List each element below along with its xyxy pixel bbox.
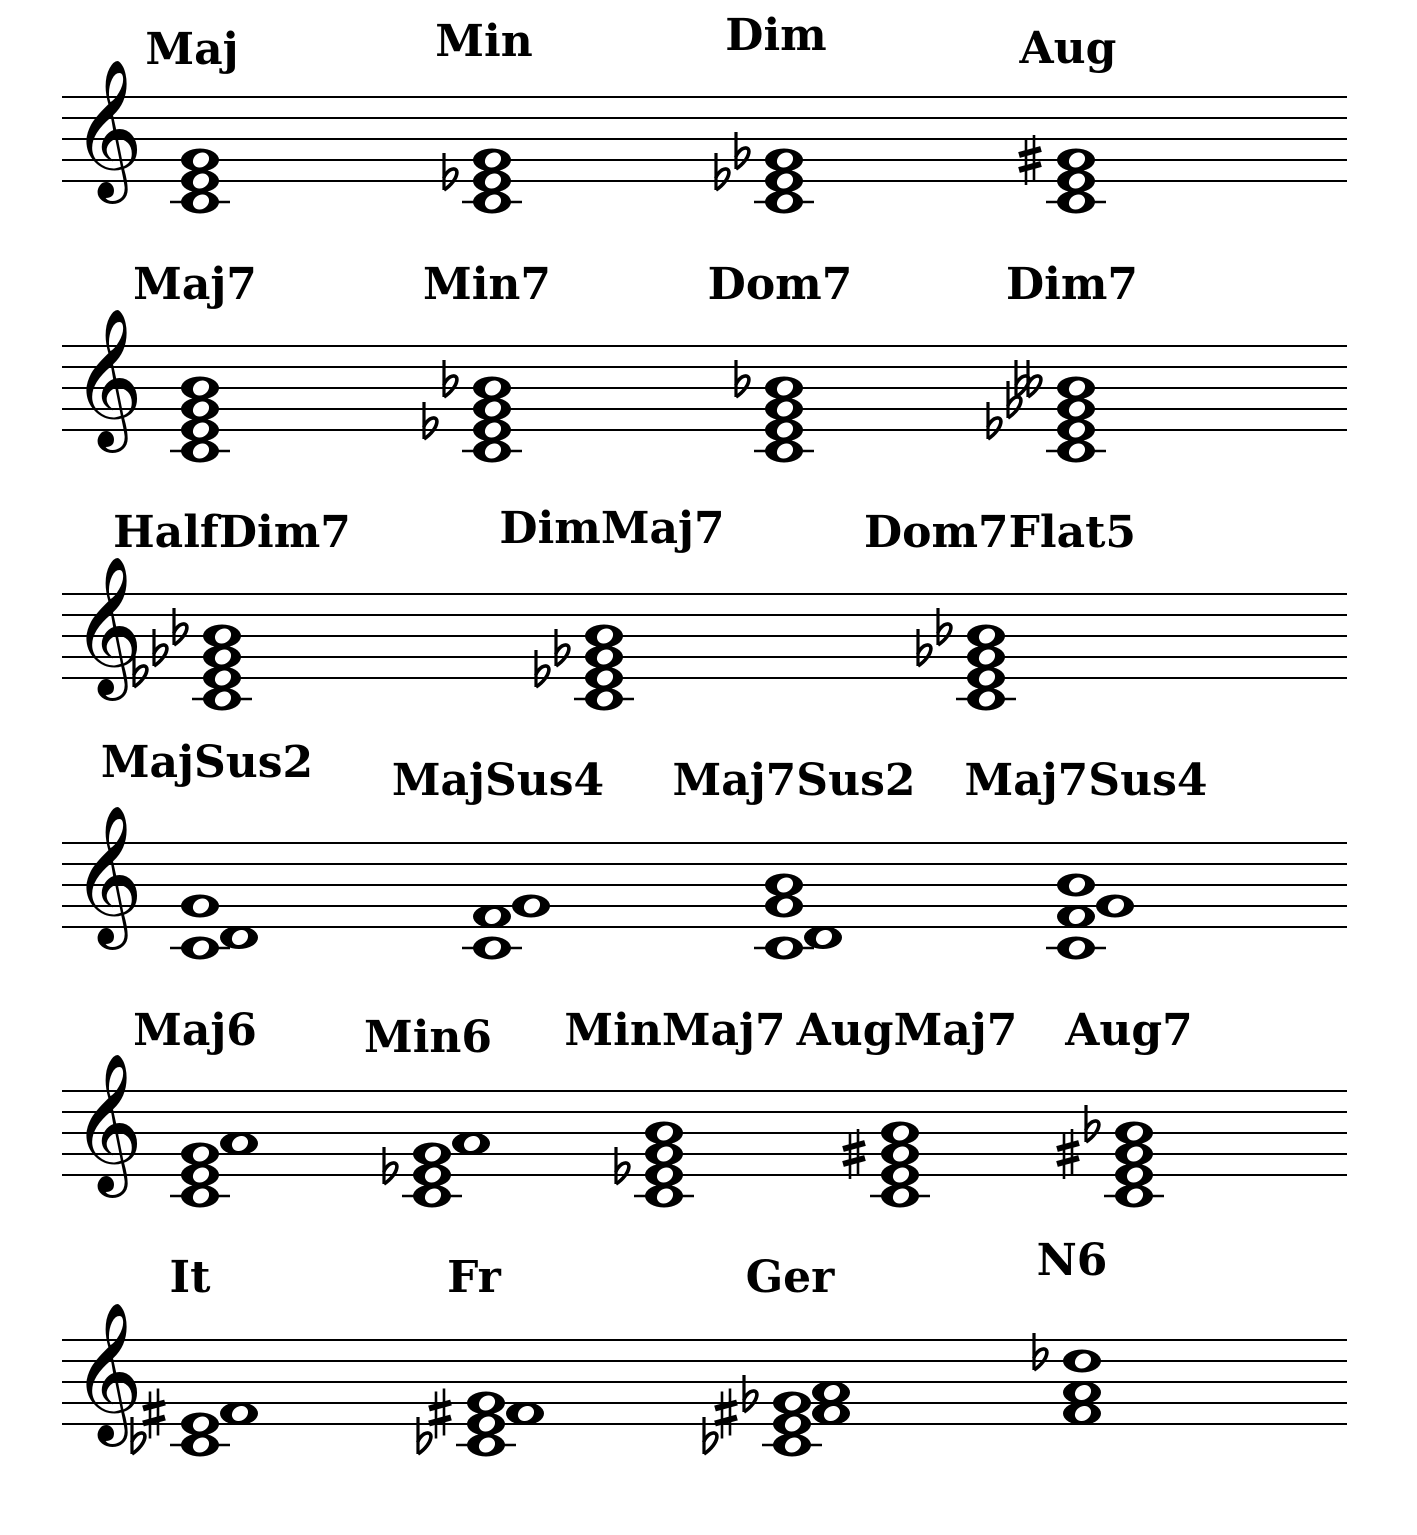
flat-icon: [736, 360, 749, 397]
flat-icon: [938, 608, 951, 645]
flat-icon: [536, 650, 549, 687]
whole-note: [1057, 419, 1095, 442]
flat-icon: [616, 1147, 629, 1184]
chord-it: [132, 1252, 258, 1457]
whole-note: [181, 149, 219, 172]
whole-note: [467, 1413, 505, 1436]
whole-note: [181, 1143, 219, 1166]
chord-dom7: [708, 259, 853, 463]
whole-note: [765, 377, 803, 400]
chord-label: AugMaj7: [796, 1005, 1018, 1056]
whole-note: [1057, 170, 1095, 193]
staff-system: [62, 259, 1347, 463]
sharp-icon: [715, 1389, 737, 1439]
chord-label: MajSus4: [391, 755, 605, 806]
flat-icon: [1034, 1333, 1047, 1370]
whole-note: [181, 1164, 219, 1187]
flat-icon: [716, 153, 729, 190]
whole-note: [1096, 895, 1134, 918]
whole-note: [413, 1185, 451, 1208]
treble-clef-icon: 𝄞: [72, 1053, 143, 1192]
chord-label: Maj7Sus2: [672, 755, 916, 806]
staff-system: [62, 1235, 1347, 1457]
whole-note: [1115, 1122, 1153, 1145]
treble-clef-icon: 𝄞: [72, 805, 143, 944]
whole-note: [181, 419, 219, 442]
whole-note: [765, 170, 803, 193]
whole-note: [203, 625, 241, 648]
whole-note: [812, 1381, 850, 1404]
chord-maj7sus2: [673, 755, 916, 960]
whole-note: [181, 398, 219, 421]
whole-note: [473, 377, 511, 400]
whole-note: [1057, 398, 1095, 421]
chord-label: Aug7: [1065, 1005, 1193, 1056]
whole-note: [473, 170, 511, 193]
chord-label: HalfDim7: [113, 507, 351, 558]
whole-note: [1057, 937, 1095, 960]
chord-halfdim7: [113, 507, 351, 711]
whole-note: [765, 895, 803, 918]
chord-dimmaj7: [499, 503, 724, 711]
whole-note: [765, 440, 803, 463]
whole-note: [1057, 377, 1095, 400]
whole-note: [804, 926, 842, 949]
chord-label: Min7: [422, 259, 552, 310]
whole-note: [1057, 440, 1095, 463]
whole-note: [1063, 1381, 1101, 1404]
sharp-icon: [429, 1389, 451, 1439]
whole-note: [812, 1402, 850, 1425]
flat-icon: [154, 629, 167, 666]
whole-note: [181, 1413, 219, 1436]
whole-note: [506, 1402, 544, 1425]
whole-note: [512, 895, 550, 918]
chord-dim7: [988, 259, 1138, 463]
whole-note: [203, 667, 241, 690]
whole-note: [181, 377, 219, 400]
whole-note: [645, 1122, 683, 1145]
chord-aug7: [1057, 1005, 1193, 1208]
whole-note: [645, 1164, 683, 1187]
whole-note: [881, 1122, 919, 1145]
chord-majsus4: [392, 755, 604, 960]
whole-note: [473, 191, 511, 214]
whole-note: [473, 937, 511, 960]
whole-note: [645, 1185, 683, 1208]
chord-label: It: [169, 1252, 211, 1303]
whole-note: [1057, 191, 1095, 214]
whole-note: [773, 1434, 811, 1457]
chord-label: Min: [435, 16, 533, 67]
whole-note: [1063, 1402, 1101, 1425]
chord-label: N6: [1036, 1235, 1108, 1286]
treble-clef-icon: 𝄞: [72, 556, 143, 695]
staff-system: [62, 1005, 1347, 1208]
chord-maj7sus4: [965, 755, 1208, 960]
chord-n6: [1034, 1235, 1107, 1425]
whole-note: [220, 1402, 258, 1425]
whole-note: [765, 419, 803, 442]
flat-icon: [556, 629, 569, 666]
staff-system: [62, 10, 1347, 214]
whole-note: [203, 646, 241, 669]
whole-note: [881, 1164, 919, 1187]
chord-label: Dom7: [707, 259, 853, 310]
chord-min7: [423, 259, 551, 463]
whole-note: [473, 905, 511, 928]
treble-clef-icon: 𝄞: [72, 59, 143, 198]
whole-note: [467, 1392, 505, 1415]
chord-label: Min6: [363, 1012, 493, 1063]
whole-note: [765, 874, 803, 897]
chord-label: Fr: [447, 1252, 501, 1303]
whole-note: [645, 1143, 683, 1166]
chord-label: MinMaj7: [564, 1005, 786, 1056]
whole-note: [452, 1132, 490, 1155]
whole-note: [1057, 874, 1095, 897]
staff-system: [62, 503, 1347, 711]
chord-label: DimMaj7: [499, 503, 725, 554]
chord-label: Maj6: [133, 1005, 257, 1056]
staff-system: [62, 737, 1347, 960]
whole-note: [181, 1185, 219, 1208]
chord-min: [435, 16, 532, 214]
chord-maj6: [133, 1005, 258, 1208]
flat-icon: [444, 153, 457, 190]
whole-note: [473, 398, 511, 421]
flat-icon: [424, 402, 437, 439]
whole-note: [181, 191, 219, 214]
whole-note: [1063, 1350, 1101, 1373]
whole-note: [585, 646, 623, 669]
whole-note: [765, 398, 803, 421]
whole-note: [881, 1143, 919, 1166]
flat-icon: [744, 1375, 757, 1412]
whole-note: [1057, 149, 1095, 172]
flat-icon: [444, 360, 457, 397]
whole-note: [765, 191, 803, 214]
chord-label: Maj7: [133, 259, 257, 310]
treble-clef-icon: 𝄞: [72, 1302, 143, 1441]
whole-note: [181, 895, 219, 918]
flat-icon: [988, 402, 1001, 439]
chord-fr: [418, 1252, 544, 1457]
whole-note: [467, 1434, 505, 1457]
chord-label: Aug: [1019, 23, 1117, 74]
chord-label: Dim: [725, 10, 827, 61]
whole-note: [967, 625, 1005, 648]
whole-note: [1057, 905, 1095, 928]
whole-note: [773, 1413, 811, 1436]
whole-note: [967, 688, 1005, 711]
whole-note: [181, 170, 219, 193]
whole-note: [1115, 1143, 1153, 1166]
whole-note: [967, 667, 1005, 690]
chord-min6: [364, 1012, 492, 1208]
flat-icon: [384, 1147, 397, 1184]
whole-note: [473, 149, 511, 172]
whole-note: [413, 1164, 451, 1187]
flat-icon: [1086, 1105, 1099, 1142]
whole-note: [1115, 1185, 1153, 1208]
sharp-icon: [143, 1389, 165, 1439]
chord-dom7flat5: [864, 507, 1136, 711]
whole-note: [765, 937, 803, 960]
chord-dim: [716, 10, 827, 214]
chord-label: Maj7Sus4: [964, 755, 1208, 806]
whole-note: [203, 688, 241, 711]
whole-note: [585, 688, 623, 711]
chord-ger: [704, 1252, 850, 1457]
flat-icon: [736, 132, 749, 169]
whole-note: [181, 1434, 219, 1457]
flat-icon: [174, 608, 187, 645]
chord-label: Dom7Flat5: [863, 507, 1137, 558]
whole-note: [773, 1392, 811, 1415]
treble-clef-icon: 𝄞: [72, 308, 143, 447]
whole-note: [473, 440, 511, 463]
chord-label: Dim7: [1005, 259, 1139, 310]
whole-note: [765, 149, 803, 172]
chord-minmaj7: [564, 1005, 785, 1208]
whole-note: [881, 1185, 919, 1208]
whole-note: [585, 667, 623, 690]
chord-maj7: [133, 259, 257, 463]
whole-note: [181, 440, 219, 463]
chord-label: Ger: [745, 1252, 835, 1303]
chord-augmaj7: [796, 1005, 1018, 1208]
whole-note: [473, 419, 511, 442]
flat-icon: [918, 629, 931, 666]
whole-note: [585, 625, 623, 648]
whole-note: [967, 646, 1005, 669]
whole-note: [413, 1143, 451, 1166]
whole-note: [1115, 1164, 1153, 1187]
whole-note: [220, 1132, 258, 1155]
whole-note: [181, 937, 219, 960]
chord-label: MajSus2: [100, 737, 314, 788]
chord-label: Maj: [145, 24, 239, 75]
whole-note: [220, 926, 258, 949]
